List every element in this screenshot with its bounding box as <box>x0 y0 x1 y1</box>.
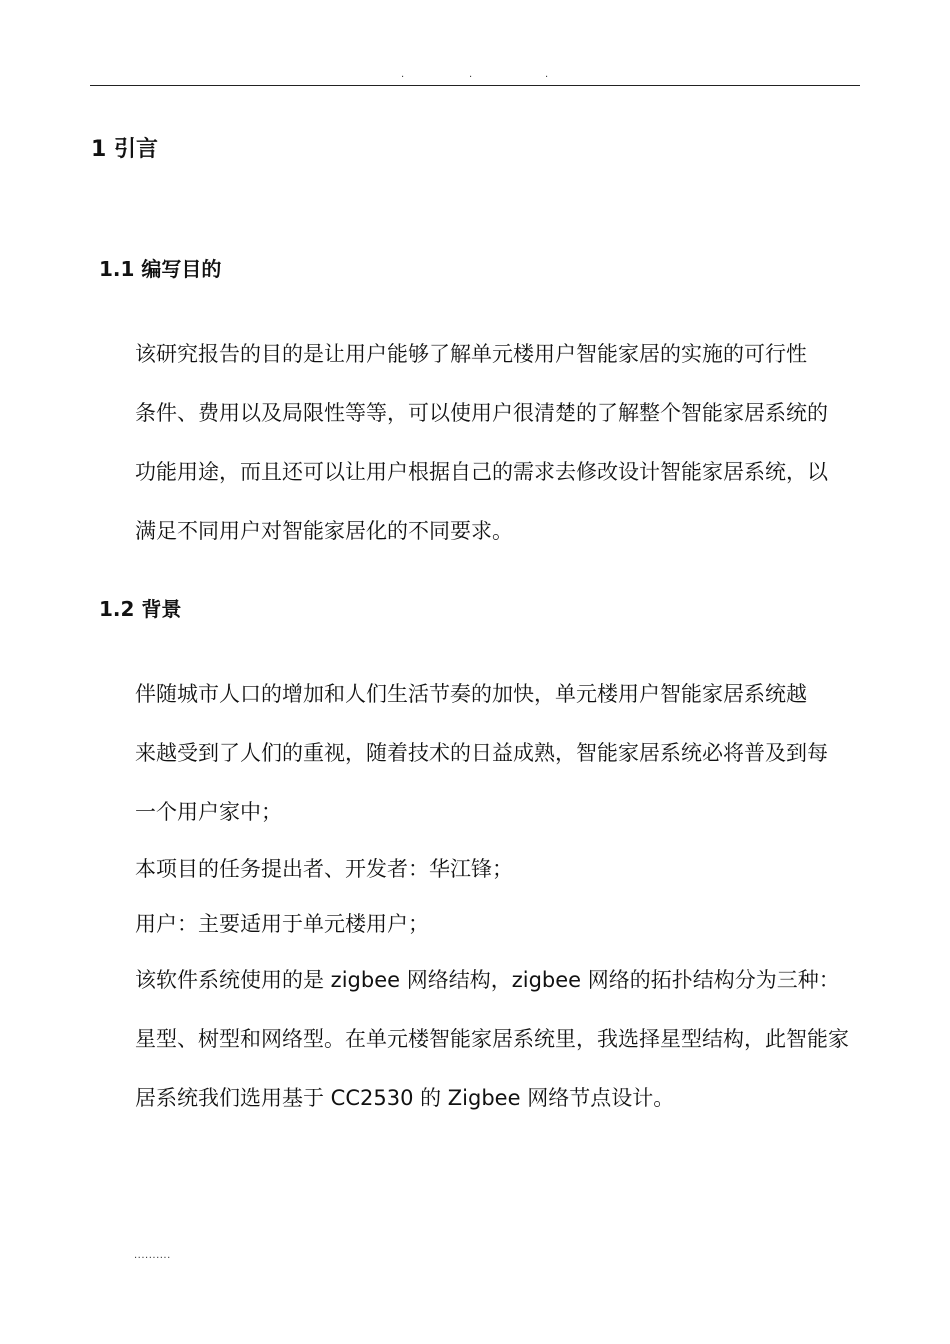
page-footer: .......... <box>134 1250 171 1261</box>
page-header <box>395 68 565 82</box>
paragraph-line: 满足不同用户对智能家居化的不同要求。 <box>135 519 513 543</box>
section-heading-1-2: 1.2 背景 <box>99 597 182 621</box>
users-line: 用户：主要适用于单元楼用户； <box>135 912 429 936</box>
header-rule <box>90 85 860 86</box>
header-dot: . <box>545 69 549 80</box>
paragraph-line: 该软件系统使用的是 zigbee 网络结构，zigbee 网络的拓扑结构分为三种： <box>135 968 840 992</box>
proposer-line: 本项目的任务提出者、开发者：华江锋； <box>135 857 513 881</box>
section-heading-1-1: 1.1 编写目的 <box>99 257 222 281</box>
header-dot: . <box>401 69 405 80</box>
network-paragraph <box>135 962 849 1139</box>
paragraph-line: 功能用途，而且还可以让用户根据自己的需求去修改设计智能家居系统，以 <box>135 460 828 484</box>
section-heading-1: 1 引言 <box>91 137 158 162</box>
paragraph-line: 条件、费用以及局限性等等，可以使用户很清楚的了解整个智能家居系统的 <box>135 401 828 425</box>
paragraph-line: 一个用户家中； <box>135 800 282 824</box>
header-dot: . <box>469 69 473 80</box>
paragraph-line: 该研究报告的目的是让用户能够了解单元楼用户智能家居的实施的可行性 <box>135 342 807 366</box>
paragraph-line: 星型、树型和网络型。在单元楼智能家居系统里，我选择星型结构，此智能家 <box>135 1027 849 1051</box>
background-paragraph <box>135 676 828 853</box>
paragraph-line: 居系统我们选用基于 CC2530 的 Zigbee 网络节点设计。 <box>135 1086 675 1110</box>
paragraph-line: 来越受到了人们的重视，随着技术的日益成熟，智能家居系统必将普及到每 <box>135 741 828 765</box>
paragraph-line: 伴随城市人口的增加和人们生活节奏的加快，单元楼用户智能家居系统越 <box>135 682 807 706</box>
purpose-paragraph <box>135 336 828 572</box>
